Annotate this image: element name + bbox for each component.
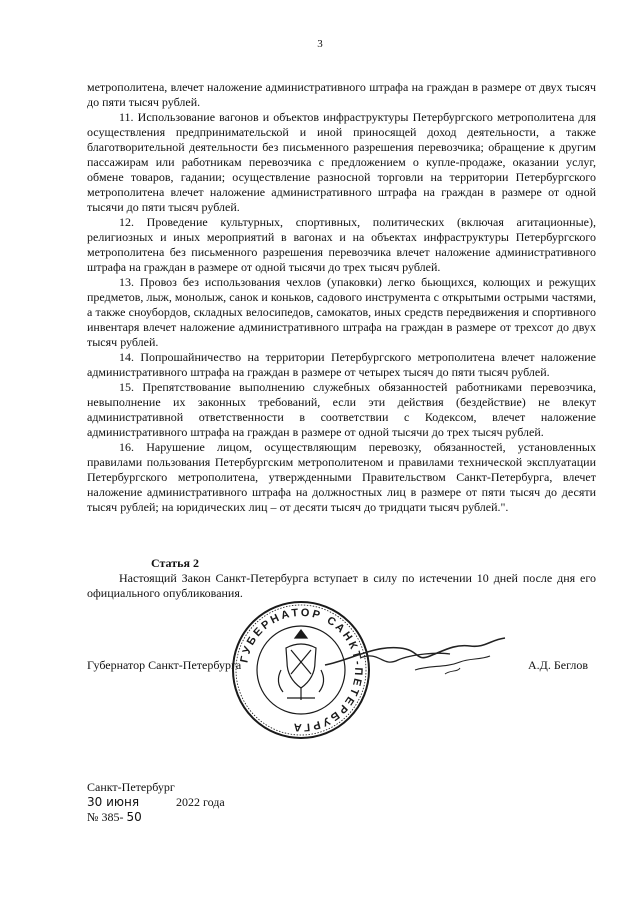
article-2 [87,556,596,601]
paragraph-13: 13. Провоз без использования чехлов (упаковки) легко бьющихся, колющих и режущих предметов, лыж, монолыж, санок и коньков, садового инструмента с открытыми острыми частями, а также сноубордов, складных велосипедов, самокатов, иных средств передвижения и спортивного инвентаря влечет наложение административного штрафа на граждан в размере от трехсот до двух тысяч рублей. [87,275,596,349]
paragraph-11: 11. Использование вагонов и объектов инфраструктуры Петербургского метрополитена для осуществления предпринимательской и иной приносящей доход деятельности, а также благотворительной деятельности без письменного разрешения перевозчика; обращение к другим пассажирам или работникам перевозчика с предложением о купле-продаже, оказании услуг, обмене товаров, гадании; осуществление разносной торговли на территории Петербургского метрополитена влечет наложение административного штрафа на граждан в размере от одной тысячи до пяти тысяч рублей. [87,110,596,214]
paragraph-16: 16. Нарушение лицом, осуществляющим перевозку, обязанностей, установленных правилами пользования Петербургским метрополитеном и правилами технической эксплуатации Петербургского метрополитена, утвержденными Правительством Санкт-Петербурга, влечет наложение административного штрафа на должностных лиц в размере от пяти тысяч до десяти тысяч рублей; на юридических лиц – от десяти тысяч до тридцати тысяч рублей.". [87,440,596,514]
article-text: Настоящий Закон Санкт-Петербурга вступает в силу по истечении 10 дней после дня его официального опубликования. [87,571,596,600]
footer-number-prefix: № 385- [87,810,124,824]
footer-date-day: 30 июня [87,795,140,809]
paragraph-14: 14. Попрошайничество на территории Петербургского метрополитена влечет наложение административного штрафа на граждан в размере от четырех тысяч до пяти тысяч рублей. [87,350,596,379]
seal-ring-text: ГУБЕРНАТОР САНКТ-ПЕТЕРБУРГА [238,606,365,734]
paragraph-12: 12. Проведение культурных, спортивных, политических (включая агитационные), религиозных и иных мероприятий в вагонах и на объектах инфраструктуры Петербургского метрополитена без письменного разрешения перевозчика влечет наложение административного штрафа на граждан в размере от одной тысячи до трех тысяч рублей. [87,215,596,274]
paragraph-10-continuation: метрополитена, влечет наложение административного штрафа на граждан в размере от двух тысяч до пяти тысяч рублей. [87,80,596,109]
footer-city: Санкт-Петербург [87,780,175,794]
coat-of-arms-icon [278,630,323,700]
document-body [87,80,596,515]
signatory-name: А.Д. Беглов [528,658,589,672]
page-number: 3 [317,38,323,50]
paragraph-15: 15. Препятствование выполнению служебных обязанностей работниками перевозчика, невыполнение их законных требований, если эти действия (бездействие) не влекут административной ответственности в соответствии с Кодексом, влечет наложение административного штрафа на граждан в размере от одной тысячи до трех тысяч рублей. [87,380,596,439]
handwritten-signature-icon [320,610,520,690]
footer-number-suffix: 50 [126,810,142,824]
article-title: Статья 2 [151,556,199,570]
footer-date-year: 2022 года [176,795,225,809]
document-footer [87,780,225,825]
signatory-position: Губернатор Санкт-Петербурга [87,658,242,672]
